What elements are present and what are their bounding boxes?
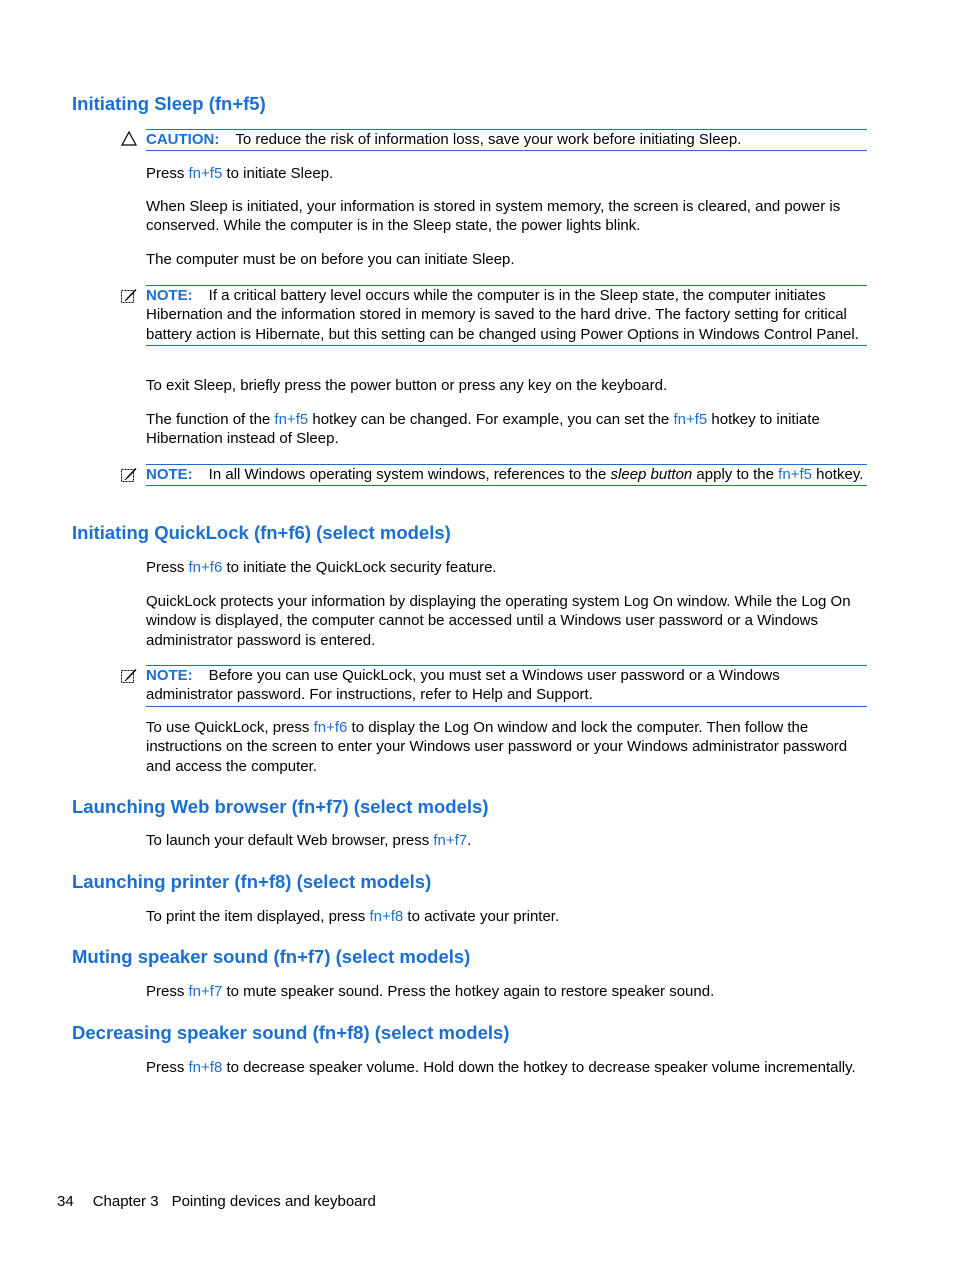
text: The function of the bbox=[146, 411, 275, 428]
text: To use QuickLock, press bbox=[146, 719, 314, 736]
paragraph bbox=[146, 982, 868, 1001]
hotkey-link: fn+f5 bbox=[673, 411, 708, 428]
chapter-label: Chapter 3 bbox=[92, 1193, 159, 1210]
text: Press bbox=[146, 559, 189, 576]
hotkey-link: fn+f5 bbox=[778, 466, 812, 483]
hotkey-link: fn+f5 bbox=[274, 411, 309, 428]
paragraph: QuickLock protects your information by displaying the operating system Log On window. While the Log On window is displayed, the computer cannot be accessed until a Windows user password or a Windows administrator password is entered. bbox=[146, 593, 851, 649]
note-text: Before you can use QuickLock, you must set a Windows user password or a Windows administrator password. For instructions, refer to Help and Support. bbox=[146, 667, 780, 704]
text: To print the item displayed, press bbox=[146, 908, 370, 925]
text: Press bbox=[146, 165, 189, 182]
heading-initiating-sleep: Initiating Sleep (fn+f5) bbox=[72, 93, 266, 114]
text: to initiate Sleep. bbox=[222, 165, 334, 182]
note-label: NOTE: bbox=[146, 667, 193, 684]
note-label: NOTE: bbox=[146, 287, 193, 304]
page-footer bbox=[57, 1192, 376, 1211]
paragraph bbox=[146, 831, 868, 850]
hotkey-link: fn+f6 bbox=[188, 559, 223, 576]
chapter-title: Pointing devices and keyboard bbox=[171, 1193, 376, 1210]
caution-label: CAUTION: bbox=[146, 131, 220, 148]
text: to decrease speaker volume. Hold down the hotkey to decrease speaker volume incrementally. bbox=[222, 1059, 856, 1076]
text: Press bbox=[146, 1059, 189, 1076]
heading-launching-web-browser: Launching Web browser (fn+f7) (select models) bbox=[72, 796, 489, 817]
note-text: If a critical battery level occurs while the computer is in the Sleep state, the computer initiates Hibernation and the information stored in memory is saved to the hard drive. The factory setting for critical battery action is Hibernate, but this setting can be changed using Power Options in Windows Control Panel. bbox=[146, 287, 859, 343]
text: hotkey can be changed. For example, you can set the bbox=[308, 411, 674, 428]
caution-triangle-icon bbox=[120, 130, 138, 148]
text: to activate your printer. bbox=[403, 908, 560, 925]
text: To launch your default Web browser, press bbox=[146, 832, 434, 849]
paragraph bbox=[146, 1058, 868, 1077]
text: Press bbox=[146, 983, 189, 1000]
text: to initiate the QuickLock security feature. bbox=[222, 559, 497, 576]
text: hotkey. bbox=[811, 466, 864, 483]
text: In all Windows operating system windows, references to the bbox=[208, 466, 611, 483]
paragraph: To exit Sleep, briefly press the power button or press any key on the keyboard. bbox=[146, 377, 668, 394]
page-number: 34 bbox=[57, 1193, 74, 1210]
hotkey-link: fn+f7 bbox=[433, 832, 468, 849]
note-pencil-icon bbox=[120, 466, 138, 484]
paragraph: The computer must be on before you can initiate Sleep. bbox=[146, 251, 515, 268]
text: to mute speaker sound. Press the hotkey again to restore speaker sound. bbox=[222, 983, 715, 1000]
text: hotkey to initiate Hibernation instead of Sleep. bbox=[146, 411, 820, 448]
heading-initiating-quicklock: Initiating QuickLock (fn+f6) (select models) bbox=[72, 522, 451, 543]
text: . bbox=[467, 832, 472, 849]
heading-launching-printer: Launching printer (fn+f8) (select models) bbox=[72, 871, 432, 892]
hotkey-link: fn+f8 bbox=[188, 1059, 223, 1076]
text: to display the Log On window and lock the computer. Then follow the instructions on the screen to enter your Windows user password or your Windows administrator password and access the computer. bbox=[146, 719, 848, 775]
note-pencil-icon bbox=[120, 287, 138, 305]
text: apply to the bbox=[692, 466, 779, 483]
hotkey-link: fn+f5 bbox=[188, 165, 223, 182]
caution-box bbox=[146, 129, 867, 151]
note-box bbox=[146, 464, 867, 486]
hotkey-link: fn+f8 bbox=[369, 908, 404, 925]
note-pencil-icon bbox=[120, 667, 138, 685]
emphasis-text: sleep button bbox=[610, 466, 693, 483]
heading-muting-speaker-sound: Muting speaker sound (fn+f7) (select models) bbox=[72, 946, 471, 967]
paragraph bbox=[146, 718, 868, 776]
heading-decreasing-speaker-sound: Decreasing speaker sound (fn+f8) (select models) bbox=[72, 1022, 510, 1043]
paragraph bbox=[146, 907, 868, 926]
paragraph bbox=[146, 410, 868, 449]
paragraph bbox=[146, 164, 868, 183]
note-box bbox=[146, 285, 867, 346]
paragraph bbox=[146, 558, 868, 577]
paragraph: When Sleep is initiated, your information is stored in system memory, the screen is cleared, and power is conserved. While the computer is in the Sleep state, the power lights blink. bbox=[146, 198, 841, 235]
hotkey-link: fn+f7 bbox=[188, 983, 223, 1000]
hotkey-link: fn+f6 bbox=[313, 719, 348, 736]
note-label: NOTE: bbox=[146, 466, 193, 483]
note-box bbox=[146, 665, 867, 707]
caution-text: To reduce the risk of information loss, save your work before initiating Sleep. bbox=[235, 131, 742, 148]
